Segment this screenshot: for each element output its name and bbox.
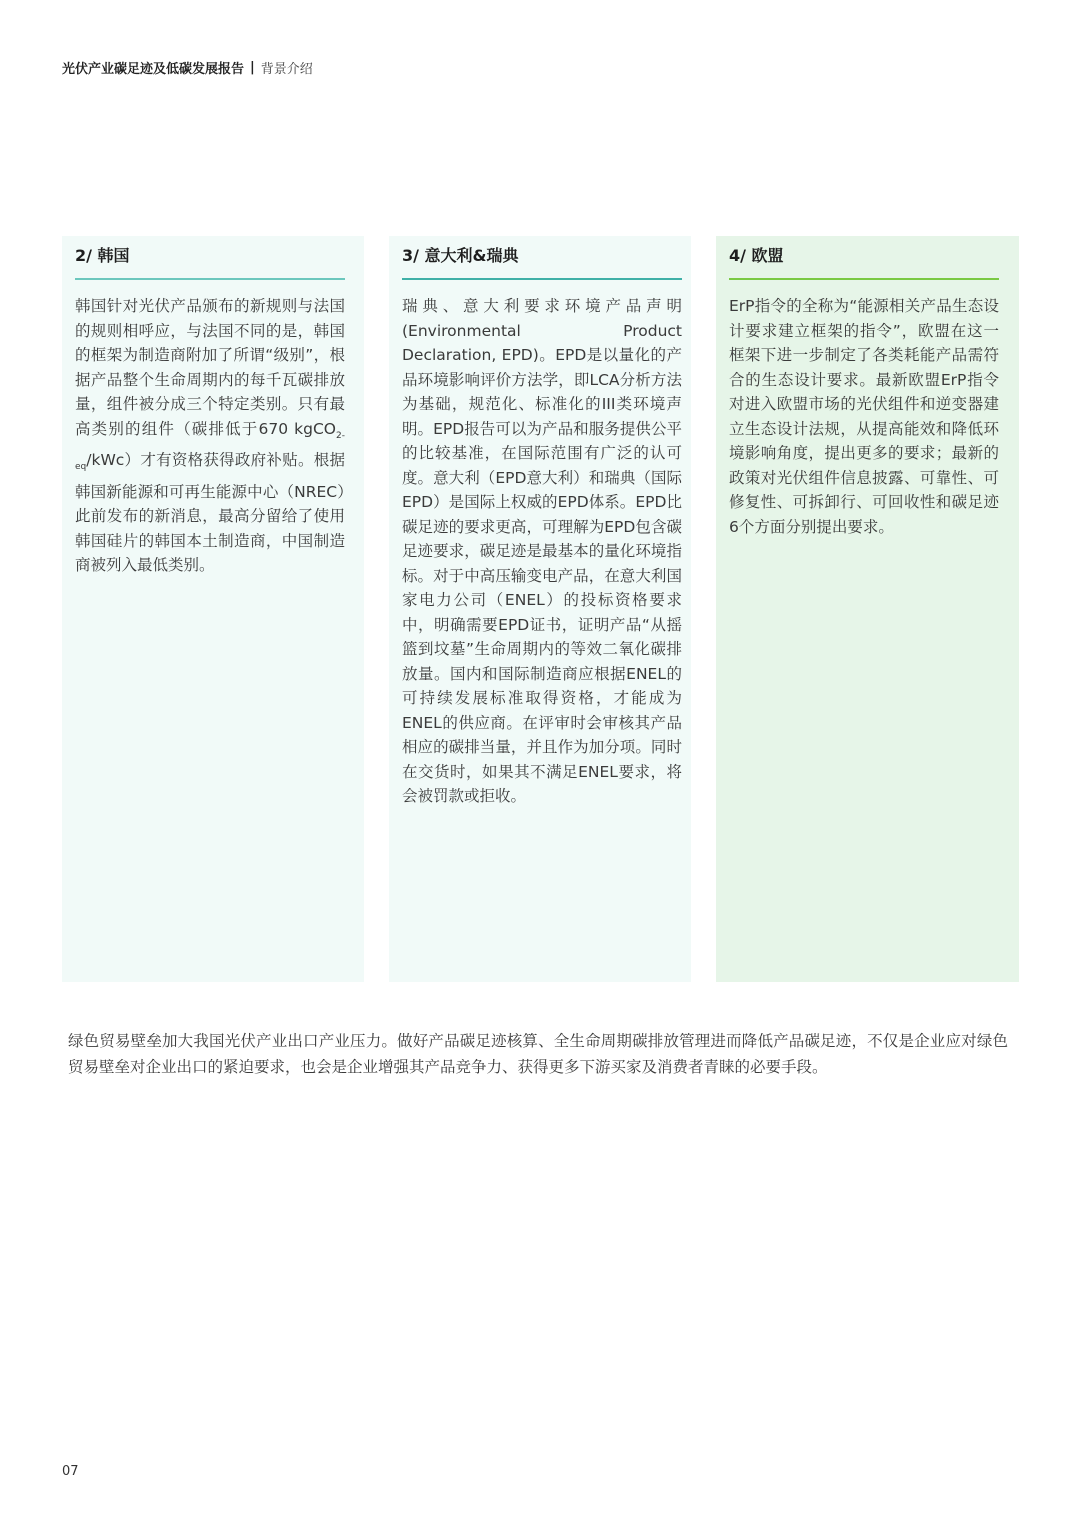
card-title: 4/ 欧盟: [729, 244, 999, 280]
card-body: 韩国针对光伏产品颁布的新规则与法国的规则相呼应，与法国不同的是，韩国的框架为制造商附加了所谓“级别”，根据产品整个生命周期内的每千瓦碳排放量，组件被分成三个特定类别。只有最高类别的组件（碳排低于670 kgCO$_{2-eq}$/kWc）才有资格获得政府补贴。根据韩国新能源和可再生能源中心（NREC）此前发布的新消息，最高分留给了使用韩国硅片的韩国本土制造商，中国制造商被列入最低类别。: [75, 297, 345, 575]
card-body: 瑞典、意大利要求环境产品声明(Environmental Product Declaration, EPD)。EPD是以量化的产品环境影响评价方法学，即LCA分析方法为基础，规范化、标准化的III类环境声明。EPD报告可以为产品和服务提供公平的比较基准，在国际范围有广泛的认可度。意大利（EPD意大利）和瑞典（国际EPD）是国际上权威的EPD体系。EPD比碳足迹的要求更高，可理解为EPD包含碳足迹要求，碳足迹是最基本的量化环境指标。对于中高压输变电产品，在意大利国家电力公司（ENEL）的投标资格要求中，明确需要EPD证书，证明产品“从摇篮到坟墓”生命周期内的等效二氧化碳排放量。国内和国际制造商应根据ENEL的可持续发展标准取得资格，才能成为ENEL的供应商。在评审时会审核其产品相应的碳排当量，并且作为加分项。同时在交货时，如果其不满足ENEL要求，将会被罚款或拒收。: [402, 297, 682, 805]
card-italy-sweden: [389, 236, 691, 982]
card-eu: [716, 236, 1019, 982]
card-title: 2/ 韩国: [75, 244, 345, 280]
running-header: [62, 58, 313, 77]
card-korea: [62, 236, 364, 982]
card-title: 3/ 意大利&瑞典: [402, 244, 682, 280]
header-separator: |: [250, 60, 255, 75]
card-body: ErP指令的全称为“能源相关产品生态设计要求建立框架的指令”，欧盟在这一框架下进一步制定了各类耗能产品需符合的生态设计要求。最新欧盟ErP指令对进入欧盟市场的光伏组件和逆变器建立生态设计法规，从提高能效和降低环境影响角度，提出更多的要求；最新的政策对光伏组件信息披露、可靠性、可修复性、可拆卸行、可回收性和碳足迹6个方面分别提出要求。: [729, 297, 999, 536]
report-title: 光伏产业碳足迹及低碳发展报告: [62, 62, 245, 77]
page-number: 07: [62, 1464, 79, 1479]
summary-paragraph: 绿色贸易壁垒加大我国光伏产业出口产业压力。做好产品碳足迹核算、全生命周期碳排放管理进而降低产品碳足迹，不仅是企业应对绿色贸易壁垒对企业出口的紧迫要求，也会是企业增强其产品竞争力、获得更多下游买家及消费者青睐的必要手段。: [68, 1032, 1008, 1076]
section-name: 背景介绍: [260, 62, 313, 77]
